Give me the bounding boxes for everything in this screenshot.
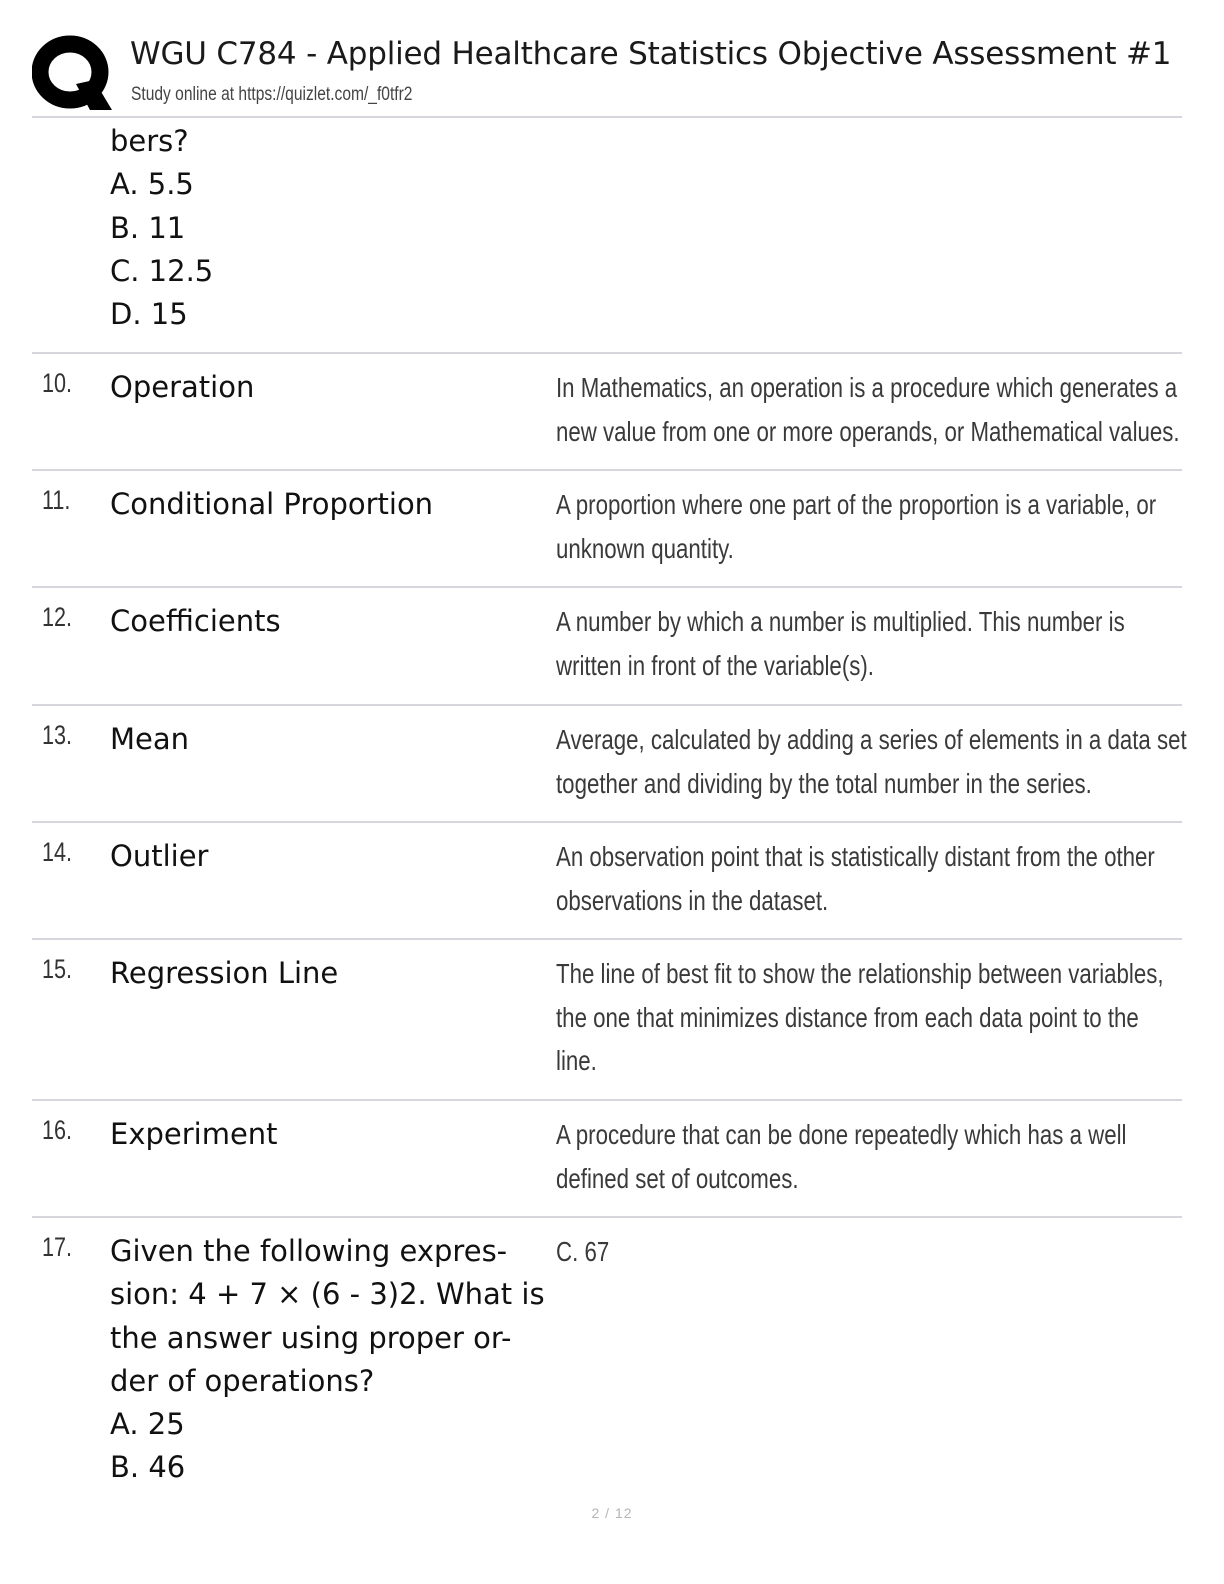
row-definition [556, 1230, 1160, 1274]
definition-line: written in front of the variable(s). [556, 649, 874, 681]
quizlet-logo-icon [32, 32, 112, 112]
definition-line: together and dividing by the total number in the series. [556, 767, 1092, 799]
continued-line: bers? [110, 124, 189, 158]
definition-line: In Mathematics, an operation is a procedure which generates a [556, 372, 1178, 403]
row-number: 12. [42, 602, 73, 632]
term-line: sion: 4 + 7 × (6 - 3)2. What is [110, 1277, 545, 1312]
row-term [110, 952, 540, 995]
document-subtitle: Study online at https://quizlet.com/_f0tfr2 [131, 84, 413, 105]
term-line: Operation [110, 370, 255, 404]
definition-line: defined set of outcomes. [556, 1162, 799, 1194]
term-line: Conditional Proportion [110, 487, 434, 521]
page-number: 2 / 12 [591, 1505, 633, 1521]
definition-line: An observation point that is statistically distant from the other [556, 841, 1155, 872]
definition-line: new value from one or more operands, or Mathematical values. [556, 415, 1180, 447]
row-number: 13. [42, 720, 73, 750]
row-definition [556, 600, 1160, 687]
term-line: Regression Line [110, 956, 339, 990]
row-number: 17. [42, 1232, 73, 1262]
definition-line: A number by which a number is multiplied. This number is [556, 606, 1125, 637]
continued-line: A. 5.5 [110, 167, 194, 202]
row-divider [32, 938, 1182, 940]
row-divider [32, 821, 1182, 823]
row-term [110, 600, 540, 643]
definition-line: The line of best fit to show the relationship between variables, [556, 958, 1164, 989]
definition-line: C. 67 [556, 1236, 610, 1267]
row-term [110, 835, 540, 878]
row-divider [32, 1216, 1182, 1218]
row-divider [32, 704, 1182, 706]
row-divider [32, 1099, 1182, 1101]
continued-line: B. 11 [110, 210, 186, 245]
row-definition [556, 1113, 1160, 1200]
term-line: Mean [110, 722, 190, 756]
row-term [110, 366, 540, 409]
continued-question [110, 120, 213, 336]
row-term [110, 1230, 545, 1490]
definition-line: unknown quantity. [556, 532, 734, 564]
row-definition [556, 483, 1160, 570]
row-divider [32, 469, 1182, 471]
row-definition [556, 952, 1164, 1083]
continued-line: C. 12.5 [110, 253, 214, 288]
definition-line: observations in the dataset. [556, 884, 829, 916]
definition-line: line. [556, 1045, 597, 1076]
term-line: Coefficients [110, 604, 281, 638]
row-number: 10. [42, 368, 73, 398]
row-term [110, 718, 540, 761]
row-definition [556, 718, 1187, 805]
term-line: A. 25 [110, 1407, 185, 1442]
row-number: 14. [42, 837, 73, 867]
row-divider [32, 352, 1182, 354]
row-number: 15. [42, 954, 73, 984]
term-line: B. 46 [110, 1450, 186, 1485]
definition-line: A proportion where one part of the proportion is a variable, or [556, 489, 1157, 520]
document-title: WGU C784 - Applied Healthcare Statistics Objective Assessment #1 [130, 36, 1172, 72]
row-number: 11. [42, 485, 71, 515]
term-line: Outlier [110, 839, 209, 873]
row-definition [556, 835, 1160, 922]
term-line: der of operations? [110, 1363, 375, 1398]
definition-line: the one that minimizes distance from each data point to the [556, 1001, 1139, 1033]
row-term [110, 483, 540, 526]
definition-line: Average, calculated by adding a series of elements in a data set [556, 724, 1187, 755]
row-definition [556, 366, 1180, 453]
term-line: Experiment [110, 1117, 278, 1151]
page-header [0, 0, 1224, 118]
row-number: 16. [42, 1115, 73, 1145]
term-line: Given the following expres- [110, 1234, 508, 1268]
continued-line: D. 15 [110, 297, 188, 332]
row-divider [32, 586, 1182, 588]
header-divider [32, 116, 1182, 118]
definition-line: A procedure that can be done repeatedly which has a well [556, 1119, 1127, 1150]
row-term [110, 1113, 540, 1156]
term-line: the answer using proper or- [110, 1320, 512, 1355]
